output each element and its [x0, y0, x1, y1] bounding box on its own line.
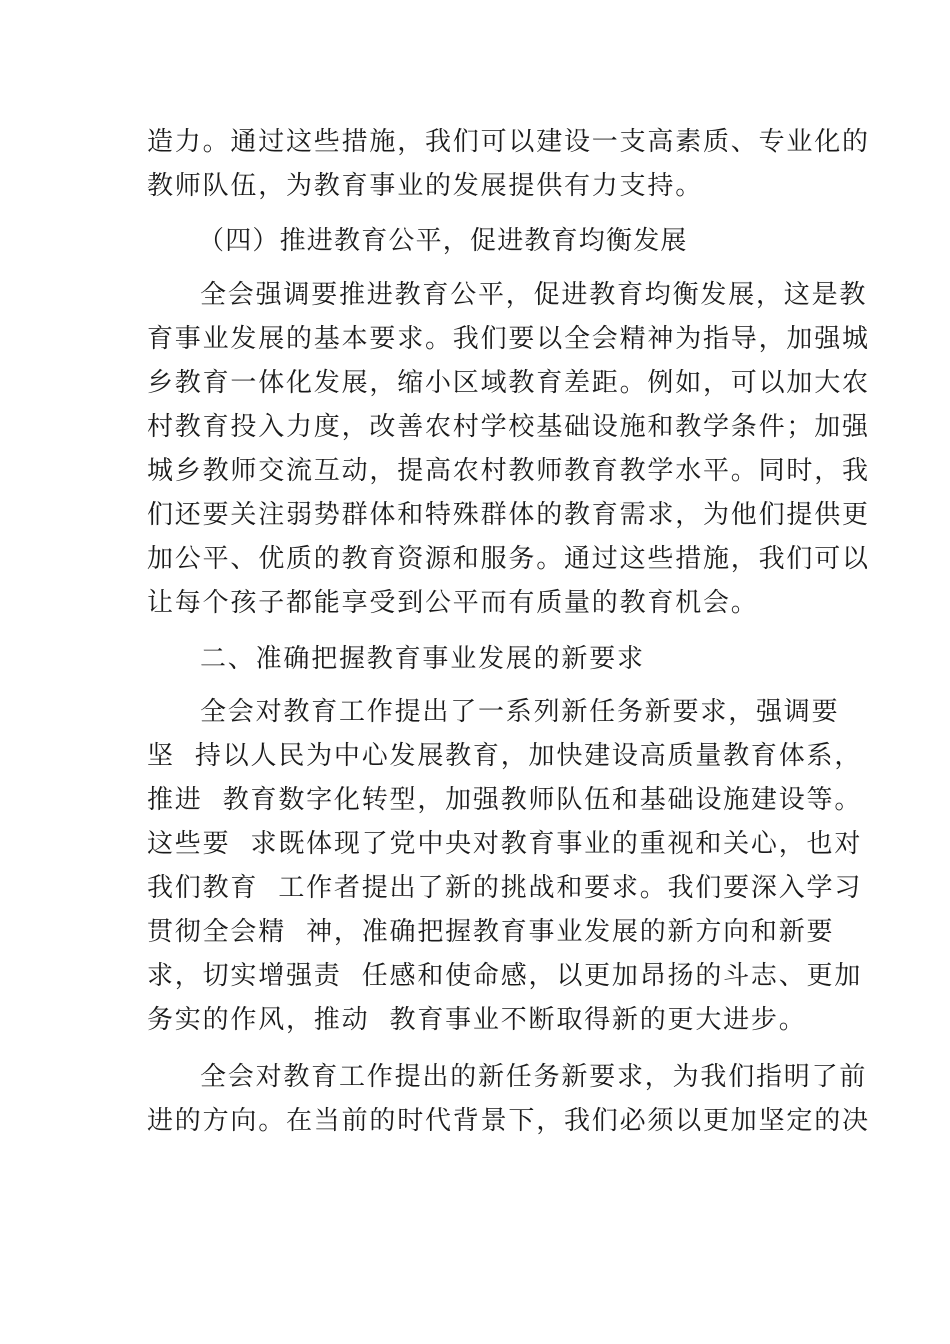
paragraph-line: 务实的作风，推动 教育事业不断取得新的更大进步。 — [147, 1005, 807, 1035]
paragraph-line: 村教育投入力度，改善农村学校基础设施和教学条件；加强 — [147, 412, 870, 442]
paragraph-line: 教师队伍，为教育事业的发展提供有力支持。 — [147, 171, 704, 201]
paragraph-line: 们还要关注弱势群体和特殊群体的教育需求，为他们提供更 — [147, 500, 870, 530]
paragraph-line: 育事业发展的基本要求。我们要以全会精神为指导，加强城 — [147, 324, 870, 354]
paragraph-line: 求，切实增强责 任感和使命感，以更加昂扬的斗志、更加 — [147, 961, 863, 991]
paragraph-line: 让每个孩子都能享受到公平而有质量的教育机会。 — [147, 588, 759, 618]
section-heading-2: 二、准确把握教育事业发展的新要求 — [200, 644, 645, 674]
paragraph-line: 城乡教师交流互动，提高农村教师教育教学水平。同时，我 — [147, 456, 870, 486]
paragraph-line: 乡教育一体化发展，缩小区域教育差距。例如，可以加大农 — [147, 368, 870, 398]
paragraph-line: 推进 教育数字化转型，加强教师队伍和基础设施建设等。 — [147, 785, 863, 815]
paragraph-line: 加公平、优质的教育资源和服务。通过这些措施，我们可以 — [147, 544, 870, 574]
section-heading-4: （四）推进教育公平，促进教育均衡发展 — [198, 226, 688, 256]
paragraph-line: 这些要 求既体现了党中央对教育事业的重视和关心，也对 — [147, 829, 863, 859]
paragraph-line: 全会强调要推进教育公平，促进教育均衡发展，这是教 — [200, 280, 868, 310]
paragraph-line: 造力。通过这些措施，我们可以建设一支高素质、专业化的 — [147, 127, 870, 157]
paragraph-line: 全会对教育工作提出的新任务新要求，为我们指明了前 — [200, 1062, 868, 1092]
paragraph-line: 我们教育 工作者提出了新的挑战和要求。我们要深入学习 — [147, 873, 863, 903]
paragraph-line: 全会对教育工作提出了一系列新任务新要求，强调要 — [200, 697, 840, 727]
paragraph-line: 贯彻全会精 神，准确把握教育事业发展的新方向和新要 — [147, 917, 835, 947]
paragraph-line: 进的方向。在当前的时代背景下，我们必须以更加坚定的决 — [147, 1106, 870, 1136]
paragraph-line: 坚 持以人民为中心发展教育，加快建设高质量教育体系， — [147, 741, 863, 771]
